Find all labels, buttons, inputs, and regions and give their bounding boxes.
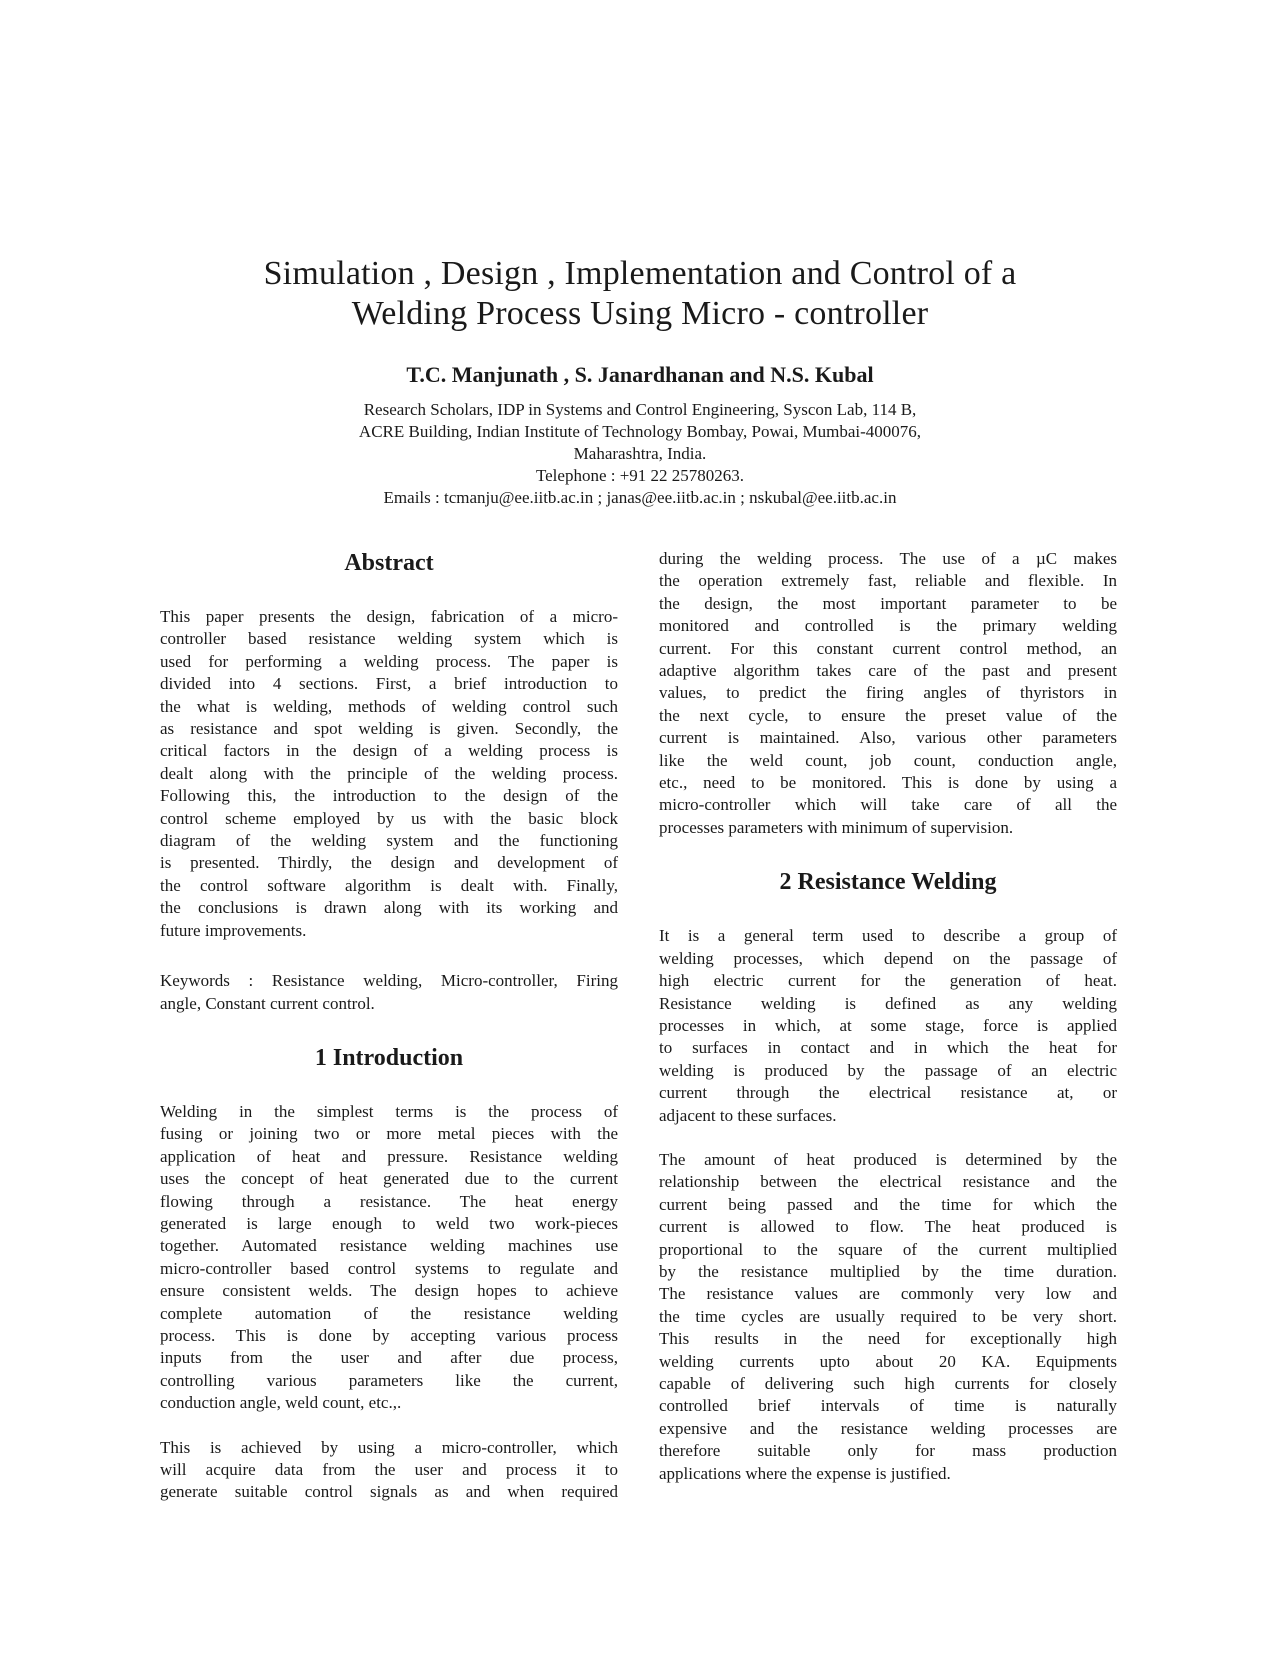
intro-cont-line: the next cycle, to ensure the preset value of the [659,705,1117,725]
abstract-line: This paper presents the design, fabrication of a micro- [160,607,618,626]
rw-line: the time cycles are usually required to be very short. [659,1306,1117,1326]
abstract-line: Following this, the introduction to the design of the [160,786,618,806]
abstract-line: controller based resistance welding system which is [160,629,618,649]
introduction-paragraph-2 [160,1437,618,1504]
rw-line: current is allowed to flow. The heat produced is [659,1217,1117,1237]
intro-cont-line: the operation extremely fast, reliable and flexible. In [659,571,1117,591]
rw-line: capable of delivering such high currents for closely [659,1374,1117,1393]
rw-line: This results in the need for exceptionally high [659,1329,1117,1349]
keywords-line: Keywords : Resistance welding, Micro-controller, Firing [160,971,618,991]
abstract-line: control scheme employed by us with the basic block [160,808,618,828]
abstract-line: divided into 4 sections. First, a brief introduction to [160,674,618,694]
title-line: Simulation , Design , Implementation and Control of a [263,255,1017,292]
introduction-heading: 1 Introduction [314,1044,464,1071]
intro-line: fusing or joining two or more metal pieces with the [160,1124,618,1144]
intro-line: uses the concept of heat generated due to the current [160,1169,618,1189]
intro-line: process. This is done by accepting various process [160,1325,618,1345]
rw-line: current being passed and the time for which the [659,1194,1117,1214]
rw-line: expensive and the resistance welding processes are [659,1418,1117,1438]
intro-cont-line: during the welding process. The use of a µC makes [659,549,1117,568]
intro-cont-line: current. For this constant current control method, an [659,638,1117,658]
intro-cont-line: etc., need to be monitored. This is done by using a [659,773,1117,793]
abstract-line: the control software algorithm is dealt with. Finally, [160,875,618,895]
resistance-welding-heading: 2 Resistance Welding [779,869,997,896]
introduction-paragraph-1 [160,1101,618,1415]
rw-line: applications where the expense is justified. [659,1463,951,1483]
resistance-welding-paragraph-2 [659,1149,1117,1485]
intro-line: together. Automated resistance welding machines use [160,1236,618,1256]
emails: Emails : tcmanju@ee.iitb.ac.in ; janas@ee.iitb.ac.in ; nskubal@ee.iitb.ac.in [383,488,897,507]
rw-line: The resistance values are commonly very low and [659,1284,1117,1304]
intro-cont-line: adaptive algorithm takes care of the past and present [659,661,1117,681]
intro-cont-line: values, to predict the firing angles of thyristors in [659,683,1117,703]
rw-line: to surfaces in contact and in which the heat for [659,1038,1117,1058]
intro-cont-line: current is maintained. Also, various other parameters [659,728,1117,748]
rw-line: The amount of heat produced is determined by the [659,1149,1117,1169]
abstract-heading: Abstract [344,550,434,576]
intro-line: micro-controller based control systems to regulate and [160,1258,618,1278]
intro-line: ensure consistent welds. The design hopes to achieve [160,1281,618,1301]
abstract-line: is presented. Thirdly, the design and development of [160,853,618,873]
affiliation-line: Maharashtra, India. [573,444,707,463]
intro-line: Welding in the simplest terms is the process of [160,1101,618,1121]
telephone: Telephone : +91 22 25780263. [535,466,745,485]
intro-cont-line: micro-controller which will take care of all the [659,795,1117,815]
rw-line: It is a general term used to describe a group of [659,926,1117,946]
abstract-body [160,606,618,942]
abstract-line: the what is welding, methods of welding control such [160,696,618,716]
intro-line: generated is large enough to weld two work-pieces [160,1213,618,1233]
rw-line: high electric current for the generation of heat. [659,971,1117,991]
intro-line: This is achieved by using a micro-controller, which [160,1437,618,1457]
title-block [0,254,1280,509]
rw-line: therefore suitable only for mass production [659,1441,1117,1461]
rw-line: welding currents upto about 20 KA. Equipments [659,1351,1117,1371]
abstract-line: critical factors in the design of a welding process is [160,741,618,761]
abstract-line: future improvements. [160,920,307,940]
rw-line: welding is produced by the passage of an electric [659,1060,1117,1080]
resistance-welding-paragraph-1 [659,925,1117,1127]
intro-line: controlling various parameters like the current, [160,1370,618,1390]
rw-line: welding processes, which depend on the passage of [659,948,1117,968]
intro-line: conduction angle, weld count, etc.,. [160,1393,402,1413]
intro-line: will acquire data from the user and process it to [160,1460,618,1479]
abstract-line: the conclusions is drawn along with its working and [160,898,618,918]
abstract-line: dealt along with the principle of the welding process. [160,763,618,783]
rw-line: Resistance welding is defined as any welding [659,993,1117,1013]
intro-line: complete automation of the resistance welding [160,1303,618,1323]
intro-line: flowing through a resistance. The heat energy [160,1191,618,1211]
rw-line: controlled brief intervals of time is naturally [659,1396,1117,1416]
affiliation [0,399,1280,509]
keywords [160,970,618,1015]
paper-title [0,254,1280,334]
rw-line: processes in which, at some stage, force is applied [659,1015,1117,1035]
title-line: Welding Process Using Micro - controller [351,295,929,332]
intro-line: generate suitable control signals as and when required [160,1482,618,1502]
intro-line: application of heat and pressure. Resistance welding [160,1146,618,1166]
intro-line: inputs from the user and after due process, [160,1348,618,1368]
keywords-line: angle, Constant current control. [160,993,375,1013]
intro-cont-line: monitored and controlled is the primary welding [659,616,1117,636]
rw-line: adjacent to these surfaces. [659,1105,837,1125]
left-column [160,548,618,1504]
abstract-line: as resistance and spot welding is given. Secondly, the [160,719,618,739]
rw-line: current through the electrical resistance at, or [659,1083,1117,1103]
intro-cont-line: the design, the most important parameter to be [659,593,1117,613]
rw-line: proportional to the square of the current multiplied [659,1239,1117,1259]
rw-line: relationship between the electrical resistance and the [659,1172,1117,1192]
affiliation-line: ACRE Building, Indian Institute of Technology Bombay, Powai, Mumbai-400076, [358,422,922,441]
introduction-continuation [659,548,1117,839]
abstract-line: diagram of the welding system and the functioning [160,831,618,851]
intro-cont-line: processes parameters with minimum of supervision. [659,817,1014,837]
affiliation-line: Research Scholars, IDP in Systems and Control Engineering, Syscon Lab, 114 B, [363,400,917,419]
abstract-line: used for performing a welding process. The paper is [160,651,618,671]
rw-line: by the resistance multiplied by the time duration. [659,1261,1117,1281]
right-column [659,548,1117,1485]
author-list: T.C. Manjunath , S. Janardhanan and N.S. Kubal [406,362,874,387]
intro-cont-line: like the weld count, job count, conduction angle, [659,750,1117,770]
